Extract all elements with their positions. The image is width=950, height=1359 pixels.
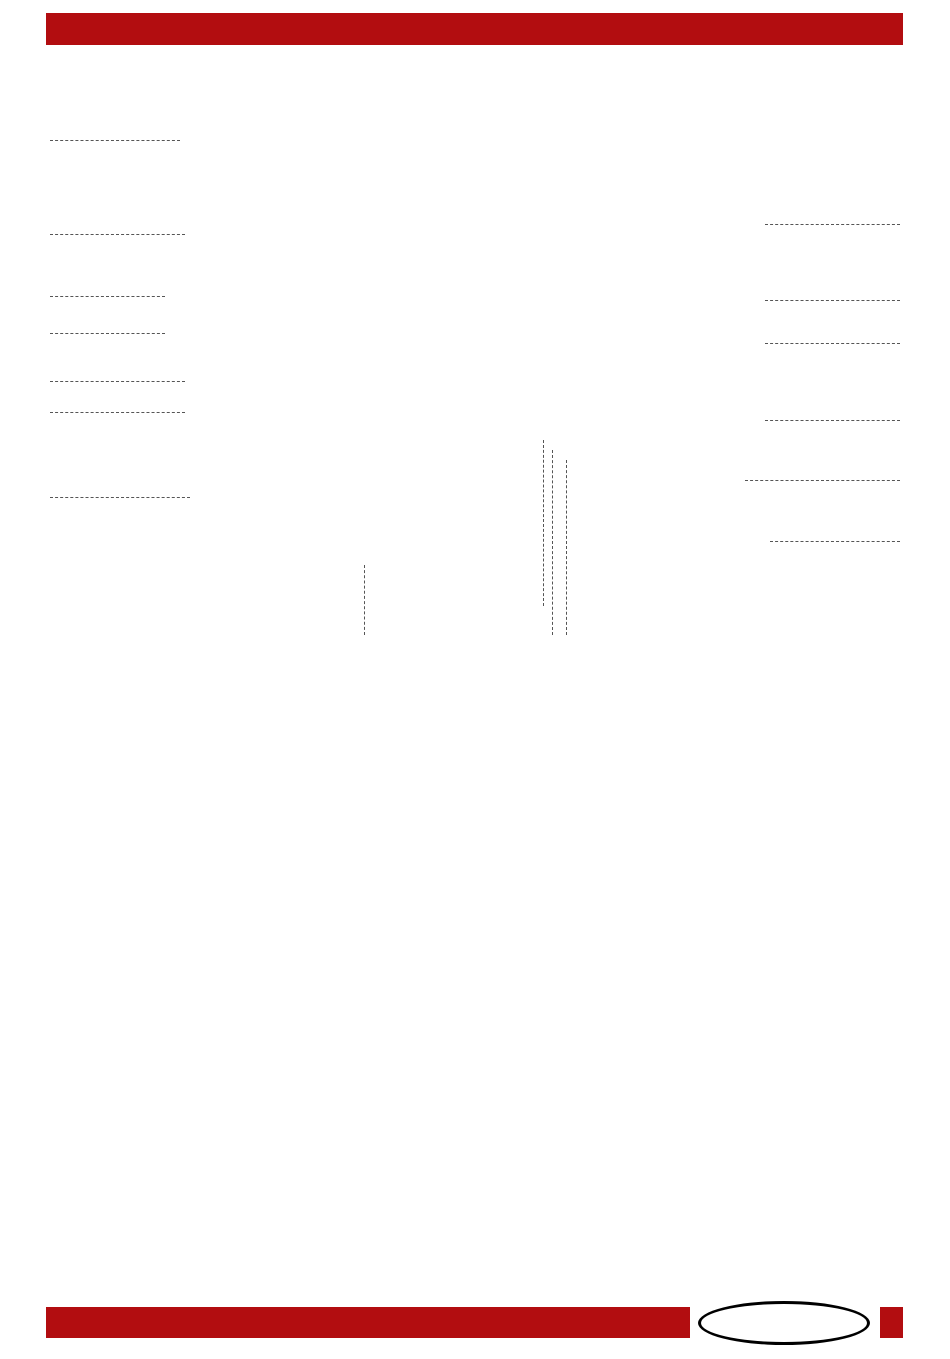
leader-line — [543, 440, 544, 606]
leader-line — [765, 420, 900, 421]
leader-line — [745, 480, 900, 481]
leader-line — [364, 565, 365, 635]
logo-text — [690, 1297, 880, 1351]
leader-line — [50, 412, 185, 413]
leader-line — [566, 460, 567, 635]
leader-line — [50, 234, 185, 235]
leader-line — [50, 333, 165, 334]
leader-line — [552, 450, 553, 635]
leader-line — [765, 343, 900, 344]
leader-line — [50, 296, 165, 297]
showtec-logo — [690, 1297, 880, 1351]
leader-line — [765, 224, 900, 225]
leader-line — [50, 381, 185, 382]
leader-line — [770, 541, 900, 542]
leader-line — [765, 300, 900, 301]
leader-line — [50, 140, 180, 141]
leader-line — [50, 497, 190, 498]
